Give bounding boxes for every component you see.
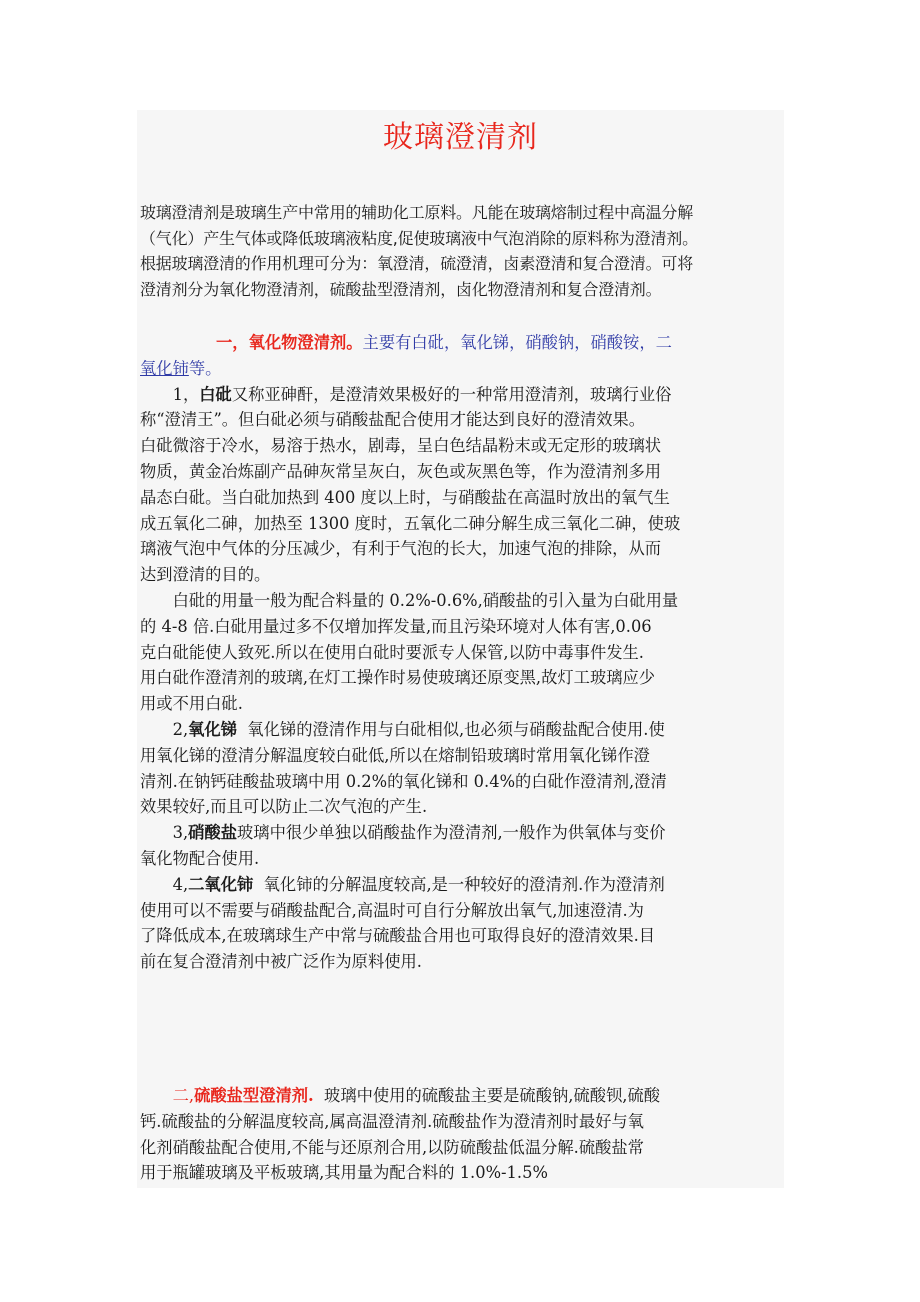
item1-line: 成五氧化二砷，加热至 1300 度时，五氧化二砷分解生成三氧化二砷，使玻: [140, 513, 681, 533]
section1-heading-paragraph: [140, 330, 780, 382]
item3-line: 氧化物配合使用.: [140, 848, 260, 868]
section2-line: 钙.硫酸盐的分解温度较高,属高温澄清剂.硫酸盐作为澄清剂时最好与氧: [140, 1111, 644, 1131]
document-title: 玻璃澄清剂: [383, 120, 538, 155]
dosage-line: 的 4-8 倍.白砒用量过多不仅增加挥发量,而且污染环境对人体有害,0.06: [140, 616, 652, 636]
item1-line: 璃液气泡中气体的分压减少，有利于气泡的长大，加速气泡的排除，从而: [140, 539, 662, 559]
item3-line: 玻璃中很少单独以硝酸盐作为澄清剂,一般作为供氧体与变价: [237, 823, 666, 843]
document-page: [137, 110, 784, 1188]
intro-line: 玻璃澄清剂是玻璃生产中常用的辅助化工原料。凡能在玻璃熔制过程中高温分解: [140, 203, 694, 222]
item4-number: 4,: [172, 874, 189, 894]
item2-number: 2,: [172, 719, 189, 739]
cerium-oxide-link[interactable]: 氧化铈: [140, 358, 189, 378]
section-oxide-clarifiers: [140, 330, 780, 975]
section2-heading: 硫酸盐型澄清剂.: [194, 1086, 314, 1105]
intro-line: （气化）产生气体或降低玻璃液粘度,促使玻璃液中气泡消除的原料称为澄清剂。: [140, 228, 698, 248]
intro-line: 澄清剂分为氧化物澄清剂，硫酸盐型澄清剂，卤化物澄清剂和复合澄清剂。: [140, 279, 662, 299]
item3-term: 硝酸盐: [188, 823, 237, 843]
item1-line: 称“澄清王”。但白砒必须与硝酸盐配合使用才能达到良好的澄清效果。: [140, 410, 646, 430]
dosage-line: 白砒的用量一般为配合料量的 0.2%-0.6%,硝酸盐的引入量为白砒用量: [172, 590, 679, 610]
item1-line: 达到澄清的目的。: [140, 565, 271, 585]
item2-line: 氧化锑的澄清作用与白砒相似,也必须与硝酸盐配合使用.使: [237, 719, 665, 739]
section1-heading: 一，氧化物澄清剂。: [216, 333, 363, 352]
item3-number: 3,: [172, 823, 189, 843]
item1-line: 物质，黄金冶炼副产品砷灰常呈灰白，灰色或灰黑色等，作为澄清剂多用: [140, 461, 662, 481]
section2-line: 化剂硝酸盐配合使用,不能与还原剂合用,以防硫酸盐低温分解.硫酸盐常: [140, 1137, 644, 1157]
dosage-paragraph: [140, 588, 780, 717]
sulfate-paragraph: [140, 1083, 780, 1186]
item-antimony-oxide: [140, 717, 780, 820]
section2-line: 玻璃中使用的硫酸盐主要是硫酸钠,硫酸钡,硫酸: [313, 1086, 661, 1105]
item-white-arsenic: [140, 382, 780, 588]
section-sulfate-clarifiers: [140, 1083, 780, 1186]
item1-term: 白砒: [199, 384, 232, 404]
item-cerium-dioxide: [140, 872, 780, 975]
dosage-line: 用或不用白砒.: [140, 694, 243, 714]
item1-line: 又称亚砷酐，是澄清效果极好的一种常用澄清剂，玻璃行业俗: [231, 384, 672, 404]
item1-line: 晶态白砒。当白砒加热到 400 度以上时，与硝酸盐在高温时放出的氧气生: [140, 487, 670, 507]
item1-line: 白砒微溶于冷水，易溶于热水，剧毒，呈白色结晶粉末或无定形的玻璃状: [140, 436, 662, 456]
section1-heading-end: 等。: [188, 358, 222, 378]
item4-line: 前在复合澄清剂中被广泛作为原料使用.: [140, 952, 422, 972]
item2-term: 氧化锑: [188, 719, 237, 739]
section2-line: 用于瓶罐玻璃及平板玻璃,其用量为配合料的 1.0%-1.5%: [140, 1163, 548, 1183]
item4-line: 使用可以不需要与硝酸盐配合,高温时可自行分解放出氧气,加速澄清.为: [140, 900, 644, 920]
item2-line: 用氧化锑的澄清分解温度较白砒低,所以在熔制铅玻璃时常用氧化锑作澄: [140, 745, 650, 765]
section2-number: 二,: [172, 1086, 195, 1105]
item4-line: 了降低成本,在玻璃球生产中常与硫酸盐合用也可取得良好的澄清效果.目: [140, 926, 656, 946]
item1-number: 1，: [172, 384, 200, 404]
item4-term: 二氧化铈: [188, 874, 254, 894]
item2-line: 效果较好,而且可以防止二次气泡的产生.: [140, 797, 428, 817]
section1-heading-tail: 主要有白砒，氧化锑，硝酸钠，硝酸铵，二: [362, 333, 672, 352]
item-nitrate: [140, 820, 780, 872]
intro-line: 根据玻璃澄清的作用机理可分为：氧澄清，硫澄清，卤素澄清和复合澄清。可将: [140, 254, 694, 274]
intro-paragraph: [140, 200, 780, 302]
dosage-line: 克白砒能使人致死.所以在使用白砒时要派专人保管,以防中毒事件发生.: [140, 642, 644, 662]
dosage-line: 用白砒作澄清剂的玻璃,在灯工操作时易使玻璃还原变黑,故灯工玻璃应少: [140, 668, 656, 688]
item2-line: 清剂.在钠钙硅酸盐玻璃中用 0.2%的氧化锑和 0.4%的白砒作澄清剂,澄清: [140, 771, 667, 791]
item4-line: 氧化铈的分解温度较高,是一种较好的澄清剂.作为澄清剂: [253, 874, 665, 894]
